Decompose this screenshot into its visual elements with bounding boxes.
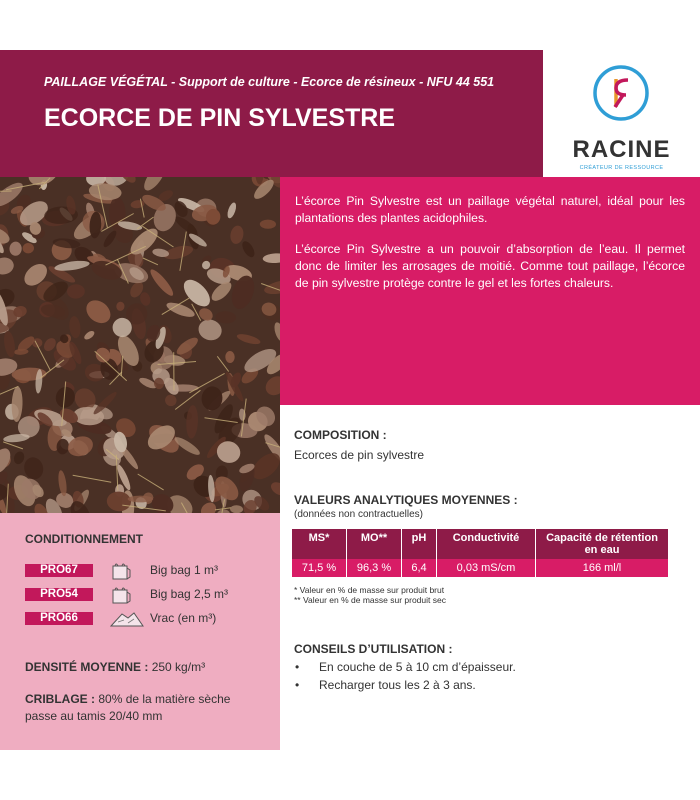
column-header: Conductivité (437, 529, 536, 559)
column-header: Capacité de rétention en eau (536, 529, 669, 559)
pine-bark-photo (0, 177, 280, 513)
footnote-ms: * Valeur en % de masse sur produit brut (294, 585, 445, 595)
big-bag-icon (110, 586, 132, 604)
density-label: DENSITÉ MOYENNE : (25, 660, 149, 674)
footnote-mo: ** Valeur en % de masse sur produit sec (294, 595, 446, 605)
header-banner (0, 50, 543, 177)
racine-logo-mark (591, 63, 651, 123)
bullet-icon: • (295, 660, 300, 674)
product-code: PRO54 (25, 588, 93, 601)
description-paragraph-2: L’écorce Pin Sylvestre a un pouvoir d’absorption de l’eau. Il permet donc de limiter les arrosages de moitié. Comme tout paillage, l’écorce de pin sylvestre protège contre le gel et les fortes chaleurs. (295, 242, 685, 290)
product-code: PRO66 (25, 612, 93, 625)
density-line (25, 659, 265, 676)
bulk-pile-icon (110, 610, 144, 628)
table-header-row (292, 529, 668, 559)
description-paragraph-1: L’écorce Pin Sylvestre est un paillage végétal naturel, idéal pour les plantations des plantes acidophiles. (295, 194, 685, 225)
packaging-label: Big bag 1 m³ (150, 563, 219, 577)
usage-title: CONSEILS D’UTILISATION : (294, 642, 453, 656)
table-cell: 6,4 (402, 559, 437, 577)
packaging-label: Big bag 2,5 m³ (150, 587, 229, 601)
screening-label: CRIBLAGE : (25, 692, 95, 706)
table-cell: 0,03 mS/cm (437, 559, 536, 577)
column-header: pH (402, 529, 437, 559)
composition-title: COMPOSITION : (294, 428, 387, 442)
big-bag-icon (110, 562, 132, 580)
analytics-subtitle: (données non contractuelles) (294, 509, 423, 520)
logo-tagline: CRÉATEUR DE RESSOURCE (579, 165, 664, 171)
description-panel (280, 177, 700, 405)
logo-wordmark: RACINE (572, 136, 671, 163)
packaging-title: CONDITIONNEMENT (25, 532, 143, 546)
product-subtitle: PAILLAGE VÉGÉTAL - Support de culture - Ecorce de résineux - NFU 44 551 (44, 75, 495, 89)
analytics-title: VALEURS ANALYTIQUES MOYENNES : (294, 493, 518, 507)
composition-text: Ecorces de pin sylvestre (294, 448, 425, 462)
usage-item-text: En couche de 5 à 10 cm d’épaisseur. (319, 660, 516, 674)
packaging-item (25, 610, 275, 626)
column-header: MO** (347, 529, 402, 559)
screening-line (25, 691, 265, 725)
product-code: PRO67 (25, 564, 93, 577)
table-row (292, 559, 668, 577)
table-cell: 166 ml/l (536, 559, 669, 577)
table-cell: 71,5 % (292, 559, 347, 577)
brand-logo (543, 50, 700, 177)
screening-value: 80% de la matière sèche passe au tamis 20/40 mm (25, 692, 231, 723)
packaging-label: Vrac (en m³) (150, 611, 217, 625)
packaging-panel (0, 513, 280, 750)
product-title: ECORCE DE PIN SYLVESTRE (44, 104, 395, 132)
packaging-item (25, 562, 275, 578)
table-cell: 96,3 % (347, 559, 402, 577)
density-value: 250 kg/m³ (151, 660, 206, 674)
analytics-table (292, 529, 668, 577)
packaging-item (25, 586, 275, 602)
bullet-icon: • (295, 678, 300, 692)
column-header: MS* (292, 529, 347, 559)
usage-item-text: Recharger tous les 2 à 3 ans. (319, 678, 476, 692)
